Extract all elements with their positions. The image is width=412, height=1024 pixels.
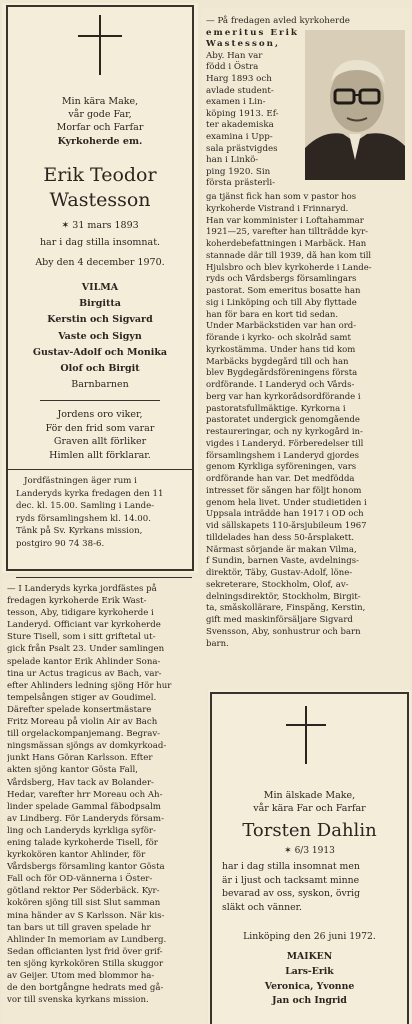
article-line: intresset för sången har följt honom (206, 485, 362, 496)
verse-line: Himlen allt förklarar. (49, 449, 151, 461)
article-line: blev Bygdegårdsföreningens första (206, 368, 358, 379)
article-line: ening talade kyrkoherde Tisell, för (7, 837, 158, 848)
family-member: Veronica, Yvonne (264, 980, 355, 992)
place-date: Linköping den 26 juni 1972. (243, 931, 376, 942)
article-line: Vårdsbergs församling kantor Gösta (7, 862, 165, 873)
family-member: Lars-Erik (285, 965, 334, 977)
article-line: tan bars ut till graven spelade hr (7, 922, 151, 933)
funeral-report (2, 577, 206, 1024)
article-line: berg var han kyrkorådsordförande i (206, 391, 361, 402)
article-line: av Geijer. Utom med blommor ha- (7, 971, 155, 981)
deceased-name: Torsten Dahlin (242, 820, 377, 841)
article-line: Wastesson, (206, 39, 280, 50)
article-line: kyrkostämma. Under hans tid kom (206, 344, 356, 355)
article-line: sig i Linköping och till Aby flyttade (206, 297, 357, 308)
funeral-info-line: Jordfästningen äger rum i (24, 476, 137, 486)
article-line: Under Marbäckstiden var han ord- (206, 321, 357, 332)
article-line: linder spelade Gammal fäbodpsalm (7, 801, 161, 812)
article-line: Marbäcks bygdegård till och han (206, 356, 349, 367)
family-member: Barnbarnen (71, 379, 129, 391)
article-line: Sedan officianten lyst frid över grif- (7, 946, 163, 957)
article-line: götland rektor Per Söderbäck. Kyr- (7, 886, 160, 897)
article-line: till orgelackompanjemang. Begrav- (7, 729, 161, 740)
notice-text: har i dag stilla insomnat men (222, 861, 360, 872)
article-line: sala prästvigdes (206, 143, 278, 154)
article-line: mina händer av S Karlsson. När kis- (7, 910, 165, 921)
divider (40, 400, 160, 401)
verse-line: För den frid som varar (45, 422, 155, 434)
deceased-surname: Wastesson (49, 189, 151, 211)
erik-death-notice (2, 3, 198, 573)
deceased-name: Erik Teodor (43, 164, 157, 186)
article-line: Svensson, Aby, sonhustrur och barn (206, 626, 361, 637)
article-line: — I Landeryds kyrka jordfästes på (7, 584, 157, 594)
article-line: Landeryd. Officiant var kyrkoherde (7, 620, 161, 631)
intro-line: Min älskade Make, (263, 790, 356, 801)
article-line: examina i Upp- (206, 131, 273, 142)
family-member: VILMA (81, 282, 119, 293)
article-line: av Lindberg. För Landeryds försam- (7, 813, 164, 824)
article-line: köping 1913. Ef- (206, 108, 279, 119)
article-line: ordförande han var. Det medfödda (206, 474, 355, 484)
funeral-info-line: ryds församlingshem kl. 14.00. (16, 513, 151, 524)
article-line: examen i Lin- (206, 97, 266, 108)
article-line: gift med maskinförsäljare Sigvard (206, 615, 353, 625)
article-line: de den bortgångne hedrats med gå- (7, 983, 164, 994)
intro-line: vår gode Far, (68, 109, 132, 120)
article-line: junkt Hans Göran Karlsson. Efter (7, 753, 153, 764)
title: Kyrkoherde em. (57, 136, 143, 147)
passed-text: har i dag stilla insomnat. (39, 237, 161, 248)
intro-line: Min kära Make, (61, 96, 139, 107)
article-line: född i Östra (206, 62, 259, 73)
notice-text: är i ljust och tacksamt minne (222, 874, 360, 886)
article-line: ga tjänst fick han som v pastor hos (206, 192, 357, 202)
article-line: gick från Psalt 23. Under samlingen (7, 644, 165, 655)
article-line: direktör, Täby, Gustav-Adolf, löne- (206, 568, 353, 578)
family-member: Gustav-Adolf och Monika (32, 346, 168, 358)
cross-icon (286, 706, 326, 764)
divider (16, 577, 192, 578)
article-line: Hedar, varefter hrr Moreau och Ah- (7, 789, 163, 800)
article-line: tempelsången stiger av Goudimel. (7, 692, 157, 703)
article-line: Fall och för OD-vännerna i Öster- (7, 874, 153, 885)
article-line: barn. (206, 638, 229, 649)
article-line: tilldelades han dess 50-årsplakett. (206, 532, 355, 543)
article-line: Han var komminister i Loftahammar (206, 215, 364, 226)
intro-line: Morfar och Farfar (56, 122, 144, 133)
article-line: stannade där till 1939, då han kom till (206, 250, 372, 261)
article-line: 1921—25, varefter han tillträdde kyr- (206, 227, 369, 238)
article-line: delningsdirektör, Stockholm, Birgit- (206, 591, 361, 602)
family-member: MAIKEN (286, 951, 333, 962)
article-body (206, 192, 406, 650)
article-line: ter akademiska (206, 120, 274, 131)
article-line: genom Kyrkliga syföreningen, vars (206, 462, 357, 473)
article-line: Därefter spelade konsertmästare (7, 704, 152, 715)
article-line: kokören sjöng till sist Slut samman (7, 898, 161, 909)
torsten-death-notice (208, 690, 411, 1024)
obituary-article (202, 8, 410, 690)
article-line: avlade student- (206, 85, 274, 96)
article-line: pastoratet undergick genomgående (206, 415, 360, 426)
article-line: vid sällskapets 110-årsjubileum 1967 (206, 521, 367, 531)
article-line: Sture Tisell, som i sitt griftetal ut- (7, 632, 156, 643)
funeral-info-line: dec. kl. 15.00. Samling i Lande- (16, 501, 155, 511)
place-date: Aby den 4 december 1970. (35, 257, 165, 268)
article-line: sekreterare, Stockholm, Olof, av- (206, 579, 349, 590)
article-line: ta, småskollärare, Finspång, Kerstin, (206, 603, 366, 614)
article-line: pastoratsfullmäktige. Kyrkorna i (206, 403, 346, 414)
article-line: f Sundin, barnen Vaste, avdelnings- (206, 556, 359, 567)
family-member: Kerstin och Sigvard (47, 314, 153, 326)
article-line: akten sjöng kantor Gösta Fall, (7, 765, 138, 776)
funeral-info-line: Landeryds kyrka fredagen den 11 (16, 488, 164, 499)
article-line: kyrkokören kantor Ahlinder, för (7, 850, 146, 861)
intro-line: vår kära Far och Farfar (253, 803, 366, 814)
article-line: Uppsala inträdde han 1917 i OD och (206, 509, 364, 520)
article-line: restaureringar, och ny kyrkogård in- (206, 427, 363, 437)
article-line: ling och Landeryds kyrkliga syför- (7, 825, 156, 836)
article-line: ten sjöng kyrkokören Stilla skuggor (7, 958, 164, 969)
article-line: genom hela livet. Under studietiden i (206, 497, 367, 508)
article-line: Närmast sörjande är makan Vilma, (206, 544, 357, 555)
article-line: pastorat. Som emeritus bosatte han (206, 286, 361, 296)
article-line: första prästerli- (206, 178, 276, 189)
family-member: Olof och Birgit (60, 363, 140, 375)
article-line: efter Ahlinders ledning sjöng Hör hur (7, 680, 172, 691)
article-line: Harg 1893 och (206, 73, 272, 84)
report-body (7, 583, 201, 1006)
article-line: han för bara en kort tid sedan. (206, 309, 339, 320)
article-line: Fritz Moreau på violin Air av Bach (7, 717, 158, 728)
article-line: vigdes i Landeryd. Förberedelser till (206, 438, 364, 449)
article-line: ping 1920. Sin (206, 166, 271, 177)
cross-icon (78, 15, 122, 75)
article-line: fredagen kyrkoherde Erik Wast- (7, 596, 147, 607)
funeral-info-line: Tänk på Sv. Kyrkans mission, (16, 526, 143, 536)
notice-text: bevarad av oss, syskon, övrig (222, 888, 361, 899)
family-member: Jan och Ingrid (272, 995, 347, 1007)
article-line: församlingshem i Landeryd gjordes (206, 450, 359, 461)
article-line: ningsmässan sjöngs av domkyrkoad- (7, 741, 167, 752)
article-line: ordförande. I Landeryd och Vårds- (206, 380, 355, 390)
birth-date: ✶ 6/3 1913 (284, 846, 335, 856)
portrait-photo (305, 30, 405, 180)
article-line: förande i kyrko- och skolråd samt (206, 333, 351, 343)
article-line: emeritus Erik (206, 27, 299, 38)
article-line: ryds och Vårdsbergs församlingars (206, 274, 357, 285)
verse-line: Jordens oro viker, (57, 409, 143, 420)
article-line: Aby. Han var (206, 50, 263, 61)
article-line: Ahlinder In memoriam av Lundberg. (7, 934, 167, 945)
family-member: Vaste och Sigyn (58, 330, 142, 342)
article-line: — På fredagen avled kyrkoherde (206, 16, 350, 26)
notice-text: släkt och vänner. (222, 901, 303, 913)
article-line: han i Linkö- (206, 155, 259, 166)
article-line: tesson, Aby, tidigare kyrkoherde i (7, 608, 154, 619)
family-member: Birgitta (79, 298, 121, 310)
article-line: vor till svenska kyrkans mission. (7, 995, 149, 1006)
divider (6, 469, 194, 470)
verse-line: Graven allt förliker (53, 436, 147, 447)
funeral-info-line: postgiro 90 74 38-6. (16, 538, 105, 549)
birth-date: ✶ 31 mars 1893 (61, 220, 139, 231)
article-line: kyrkoherde Vistrand i Frinnaryd. (206, 203, 349, 214)
article-line: Vårdsberg, Hav tack av Bolander- (7, 777, 154, 788)
article-line: koherdebefattningen i Marbäck. Han (206, 239, 367, 249)
article-line: Hjulsbro och blev kyrkoherde i Lande- (206, 262, 372, 273)
article-line: spelade kantor Erik Ahlinder Sona- (7, 656, 161, 667)
article-line: tina ur Actus tragicus av Bach, var- (7, 668, 162, 679)
